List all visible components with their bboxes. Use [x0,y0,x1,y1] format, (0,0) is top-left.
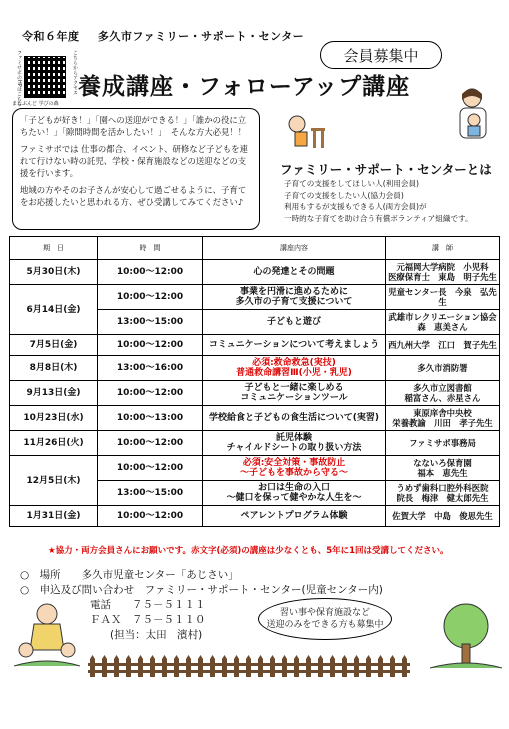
cell-time: 10:00～12:00 [98,260,203,285]
cell-time: 13:00～15:00 [98,310,203,335]
cell-time: 13:00～15:00 [98,481,203,506]
table-row [10,260,500,285]
required-course-note: ★協力・両方会員さんにお願いです。赤文字(必須)の講座は少なくとも、5年に1回は受講してください。 [48,546,449,556]
schedule-table [9,236,500,527]
cell-content: 学校給食と子どもの食生活について(実習) [203,406,386,431]
table-row [10,335,500,356]
cell-lecturer: ファミサポ事務局 [386,431,500,456]
cell-content: 心の発達とその問題 [203,260,386,285]
cell-time: 10:00～12:00 [98,335,203,356]
qr-caption-bottom: まなぶんど 学びの森 [12,101,59,107]
cell-content: 事業を円滑に進めるために 多久市の子育て支援について [203,285,386,310]
qr-caption-right: こちらからアクセス [72,50,78,95]
contact: ○ 申込及び問い合わせ ファミリー・サポート・センター(児童センター内) [20,584,383,596]
cell-time: 10:00～12:00 [98,285,203,310]
cell-lecturer: うめず歯科口腔外科医院 院長 梅津 健太郎先生 [386,481,500,506]
cell-content: お口は生命の入口 ～健口を保って健やかな人生を～ [203,481,386,506]
cell-lecturer: 多久市消防署 [386,356,500,381]
table-row [10,356,500,381]
intro-invitation: 地域の方やそのお子さんが安心して過ごせるように、子育てをお応援したいと思われる方、ぜひ受講してみてください♪ [20,185,247,207]
bubble-text: 習い事や保育施設など 送迎のみをできる方も募集中 [266,608,384,630]
header [22,28,304,44]
family-support-explanation [284,178,494,224]
cell-lecturer: なないろ保育園 福本 恵先生 [386,456,500,481]
cell-time: 10:00～12:00 [98,431,203,456]
qr-code-icon[interactable] [24,56,66,98]
table-row [10,431,500,456]
cell-lecturer: 西九州大学 江口 賀子先生 [386,335,500,356]
fence-decoration-icon [88,655,410,677]
cell-time: 10:00～12:00 [98,506,203,527]
kids-playground-illustration-icon [14,600,80,670]
cell-content: 子どもと遊び [203,310,386,335]
cell-date: 8月8日(木) [10,356,98,381]
cell-time: 10:00～12:00 [98,381,203,406]
schedule-body [10,260,500,527]
pickup-recruiting-bubble [258,598,392,640]
intro-description: ファミサポでは 仕事の都合、イベント、研修など子どもを連れて行けない時の託児、学校・保育施設などの送迎などの支援を行います。 [20,144,248,178]
cell-date: 7月5日(金) [10,335,98,356]
col-content: 講座内容 [203,237,386,260]
qr-caption-left: ファミサポのHPはこちら [16,50,22,107]
table-row [10,381,500,406]
cell-date: 12月5日(木) [10,456,98,506]
fs-line: 子育ての支援をしてほしい人(利用会員) [284,179,420,188]
page-title: 養成講座・フォローアップ講座 [78,74,411,100]
parent-baby-illustration-icon [448,86,500,146]
cell-content: コミュニケーションについて考えましょう [203,335,386,356]
cell-lecturer: 佐賀大学 中島 俊思先生 [386,506,500,527]
fiscal-year: 令和６年度 [22,30,80,43]
cell-lecturer: 東原庠舎中央校 栄養教諭 川田 孝子先生 [386,406,500,431]
cell-content: 託児体験 チャイルドシートの取り扱い方法 [203,431,386,456]
phone: 電話 ７５－５１１１ [90,599,206,611]
cell-date: 6月14日(金) [10,285,98,335]
cell-content: 必須:安全対策・事故防止 ～子どもを事故から守る～ [203,456,386,481]
cell-date: 9月13日(金) [10,381,98,406]
cell-content: ペアレントプログラム体験 [203,506,386,527]
cell-lecturer: 多久市立図書館 稲富さん、赤星さん [386,381,500,406]
table-row [10,285,500,310]
tree-illustration-icon [430,600,502,672]
cell-date: 1月31日(金) [10,506,98,527]
cell-content: 必須:救命救急(実技) 普通救命講習Ⅲ(小児・乳児) [203,356,386,381]
cell-date: 11月26日(火) [10,431,98,456]
table-row [10,456,500,481]
table-header-row [10,237,500,260]
table-row [10,506,500,527]
fax: ＦＡＸ ７５－５１１０ [90,614,206,626]
cell-date: 10月23日(水) [10,406,98,431]
member-recruiting-badge: 会員募集中 [320,41,442,69]
cell-time: 10:00～12:00 [98,456,203,481]
org-name: 多久市ファミリー・サポート・センター [97,30,305,43]
table-row [10,406,500,431]
fs-line: 利用もするが支援もできる人(両方会員)が [284,202,427,211]
cell-lecturer: 児童センター長 今泉 弘先生 [386,285,500,310]
col-lecturer: 講 師 [386,237,500,260]
venue: ○ 場所 多久市児童センター「あじさい」 [20,569,239,581]
col-date: 期 日 [10,237,98,260]
fs-line: 子育ての支援をしたい人(協力会員) [284,190,404,200]
family-support-heading: ファミリー・サポート・センターとは [280,162,492,177]
crawling-child-illustration-icon [285,110,331,152]
col-time: 時 間 [98,237,203,260]
cell-lecturer: 武雄市レクリエーション協会 森 恵美さん [386,310,500,335]
contact-person: (担当：太田 濱村) [110,629,203,641]
cell-time: 13:00～16:00 [98,356,203,381]
cell-time: 10:00～13:00 [98,406,203,431]
fs-line: 一時的な子育てを助け合う有償ボランティア組織です。 [284,213,473,223]
intro-catchcopy: 「子どもが好き！」「園への送迎ができる！」「誰かの役に立ちたい！」「隙間時間を活かしたい！」 そんな方大必見！！ [20,115,247,137]
cell-date: 5月30日(木) [10,260,98,285]
cell-content: 子どもと一緒に楽しめる コミュニケーションツール [203,381,386,406]
intro-box [12,108,260,230]
cell-lecturer: 元福岡大学病院 小児科 医療保育士 東島 明子先生 [386,260,500,285]
